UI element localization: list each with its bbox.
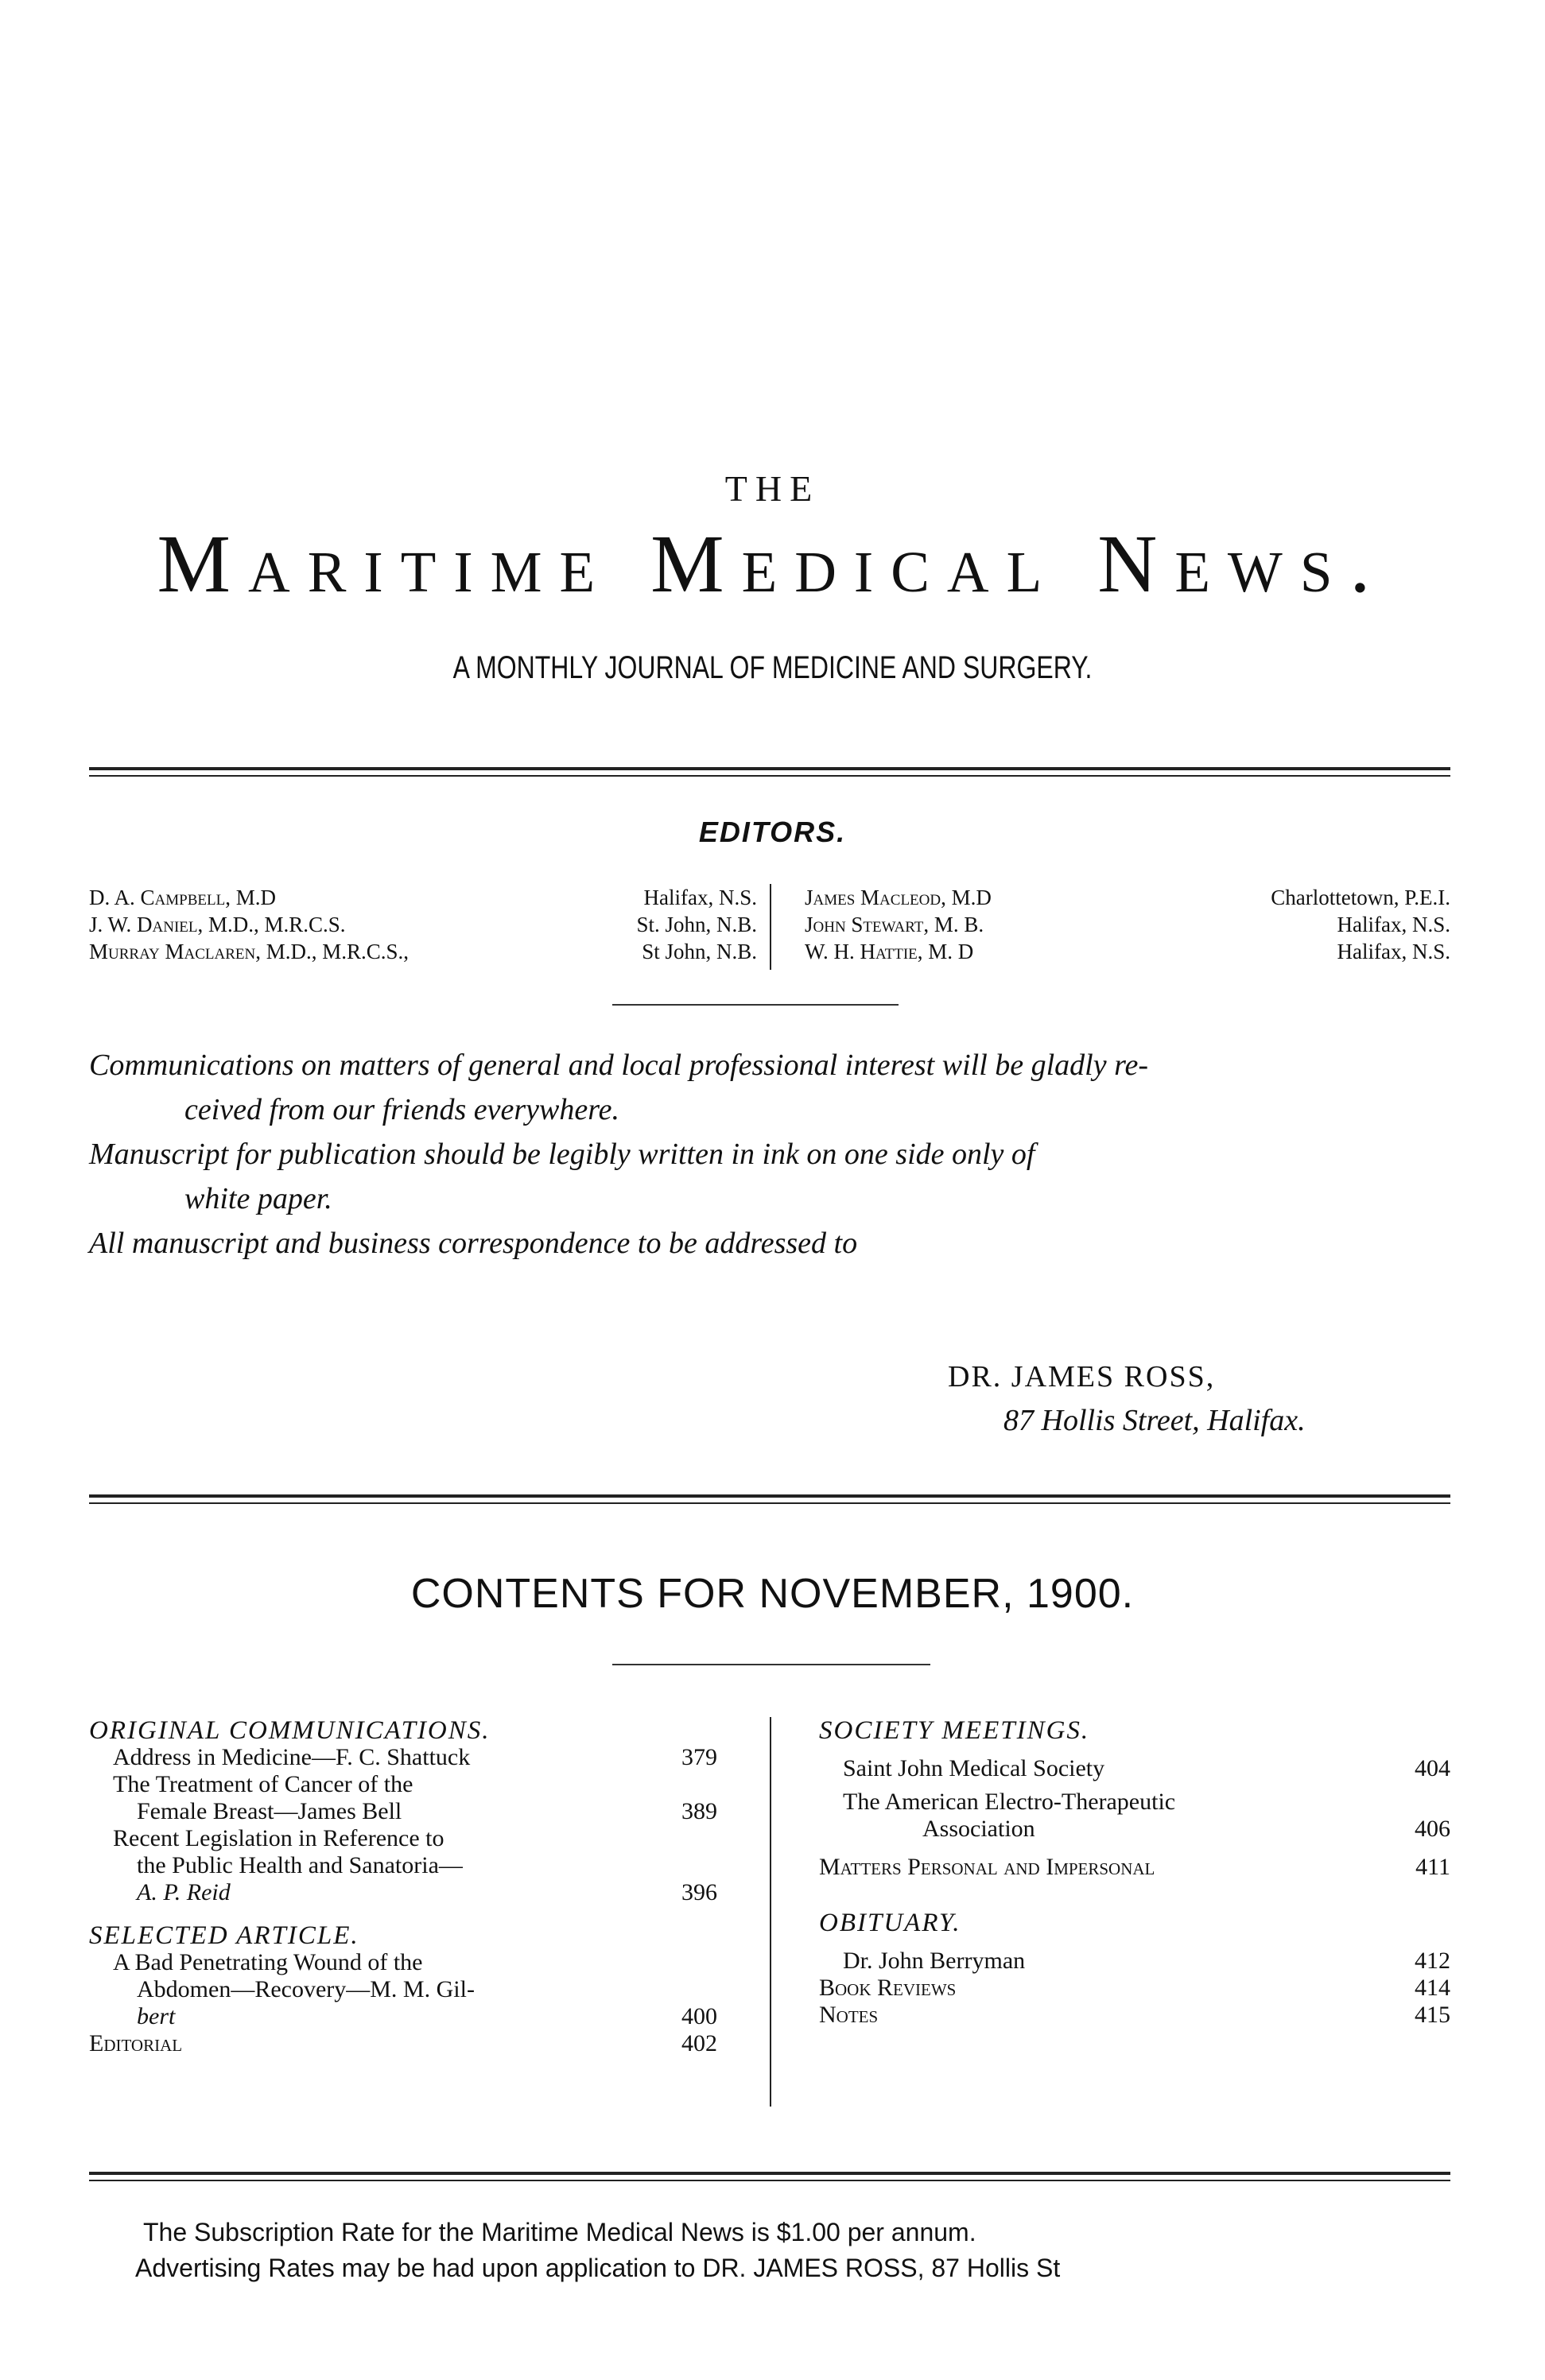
notice-manuscript-cont: white paper. [184, 1182, 332, 1215]
section-heading: OBITUARY. [819, 1909, 961, 1937]
toc-entry [113, 1744, 717, 1771]
section-heading: SOCIETY MEETINGS. [819, 1716, 1090, 1745]
editor-name: J. W. Daniel, M.D., M.R.C.S. [89, 913, 346, 936]
toc-entry [137, 1976, 717, 2003]
toc-title: bert [137, 2003, 176, 2029]
editor-row [805, 911, 1450, 938]
editor-place: Halifax, N.S. [1337, 940, 1450, 963]
toc-entry [843, 1948, 1450, 1975]
advertising-rates: Advertising Rates may be had upon application to DR. JAMES ROSS, 87 Hollis St [135, 2254, 1061, 2282]
toc-entry [137, 1852, 717, 1879]
toc-title: Book Reviews [819, 1975, 957, 2001]
toc-title: A. P. Reid [137, 1879, 231, 1905]
editor-row [805, 938, 1450, 965]
toc-title: A Bad Penetrating Wound of the [113, 1949, 423, 1975]
double-rule-top [89, 767, 1450, 770]
notice-communications: Communications on matters of general and local professional interest will be gladly re- [89, 1049, 1149, 1082]
contents-divider [770, 1717, 771, 2107]
toc-title: Matters Personal and Impersonal [819, 1854, 1155, 1880]
toc-entry [843, 1789, 1450, 1816]
toc-entry [113, 1949, 717, 1976]
toc-entry [843, 1755, 1450, 1782]
short-divider [612, 1004, 899, 1006]
short-divider [612, 1664, 930, 1665]
editors-heading: EDITORS. [698, 816, 847, 848]
masthead-the: THE [724, 468, 821, 509]
double-rule-mid [89, 1494, 1450, 1498]
subscription-rate: The Subscription Rate for the Maritime Medical News is $1.00 per annum. [143, 2218, 976, 2246]
editor-name: Murray Maclaren, M.D., M.R.C.S., [89, 940, 410, 963]
editor-name: James Macleod, M.D [805, 886, 992, 909]
editor-row [89, 938, 757, 965]
toc-page: 414 [1415, 1975, 1450, 2001]
double-rule-bottom [89, 2172, 1450, 2175]
toc-entry [922, 1816, 1450, 1843]
toc-page: 396 [681, 1879, 717, 1905]
toc-entry [113, 1825, 717, 1852]
editor-place: Halifax, N.S. [1337, 913, 1450, 936]
toc-page: 404 [1415, 1755, 1450, 1781]
toc-title: The American Electro-Therapeutic [843, 1789, 1176, 1815]
contents-left-column [89, 1717, 717, 2057]
toc-title: Association [922, 1816, 1035, 1842]
toc-entry [89, 2030, 717, 2057]
toc-title: Recent Legislation in Reference to [113, 1825, 444, 1851]
toc-page: 412 [1415, 1948, 1450, 1974]
toc-title: Notes [819, 2002, 879, 2028]
notices-block [89, 1043, 1450, 1266]
toc-title: Dr. John Berryman [843, 1948, 1026, 1974]
editor-row [805, 884, 1450, 911]
toc-title: Address in Medicine—F. C. Shattuck [113, 1744, 471, 1770]
editors-right-column [805, 884, 1450, 965]
toc-entry [137, 1879, 717, 1906]
editor-place: St. John, N.B. [636, 913, 757, 936]
toc-entry [819, 1975, 1450, 2002]
notice-manuscript: Manuscript for publication should be legibly written in ink on one side only of [89, 1138, 1035, 1171]
editors-left-column [89, 884, 757, 965]
toc-entry [819, 1854, 1450, 1881]
toc-title: Female Breast—James Bell [137, 1798, 402, 1824]
contents-right-column [819, 1717, 1450, 2029]
toc-page: 389 [681, 1798, 717, 1824]
toc-entry [137, 2003, 717, 2030]
toc-page: 406 [1415, 1816, 1450, 1842]
editor-place: Charlottetown, P.E.I. [1271, 886, 1450, 909]
editor-name: D. A. Campbell, M.D [89, 886, 276, 909]
toc-entry [113, 1771, 717, 1798]
journal-subtitle: A MONTHLY JOURNAL OF MEDICINE AND SURGERY. [452, 650, 1093, 685]
toc-title: Editorial [89, 2030, 183, 2056]
editors-divider [770, 884, 771, 970]
editor-name: John Stewart, M. B. [805, 913, 984, 936]
addressee: DR. JAMES ROSS, [948, 1360, 1216, 1394]
toc-page: 379 [681, 1744, 717, 1770]
toc-title: Abdomen—Recovery—M. M. Gil- [137, 1976, 475, 2002]
editor-place: St John, N.B. [642, 940, 757, 963]
toc-page: 415 [1415, 2002, 1450, 2028]
toc-entry [819, 2002, 1450, 2029]
section-heading: SELECTED ARTICLE. [89, 1921, 359, 1950]
address: 87 Hollis Street, Halifax. [1003, 1404, 1306, 1437]
toc-page: 411 [1415, 1854, 1450, 1880]
journal-title: Maritime Medical News. [157, 518, 1388, 610]
editor-row [89, 884, 757, 911]
toc-page: 400 [681, 2003, 717, 2029]
notice-communications-cont: ceived from our friends everywhere. [184, 1093, 619, 1126]
toc-page: 402 [681, 2030, 717, 2056]
notice-correspondence: All manuscript and business correspondence to be addressed to [89, 1227, 858, 1260]
toc-title: The Treatment of Cancer of the [113, 1771, 413, 1797]
editor-row [89, 911, 757, 938]
toc-entry [137, 1798, 717, 1825]
toc-title: Saint John Medical Society [843, 1755, 1105, 1781]
double-rule-top-thin [89, 775, 1450, 777]
contents-heading: CONTENTS FOR NOVEMBER, 1900. [410, 1571, 1135, 1617]
double-rule-mid-thin [89, 1502, 1450, 1504]
section-heading: ORIGINAL COMMUNICATIONS. [89, 1716, 491, 1745]
double-rule-bottom-thin [89, 2180, 1450, 2181]
editor-place: Halifax, N.S. [643, 886, 757, 909]
editor-name: W. H. Hattie, M. D [805, 940, 974, 963]
toc-title: the Public Health and Sanatoria— [137, 1852, 463, 1878]
